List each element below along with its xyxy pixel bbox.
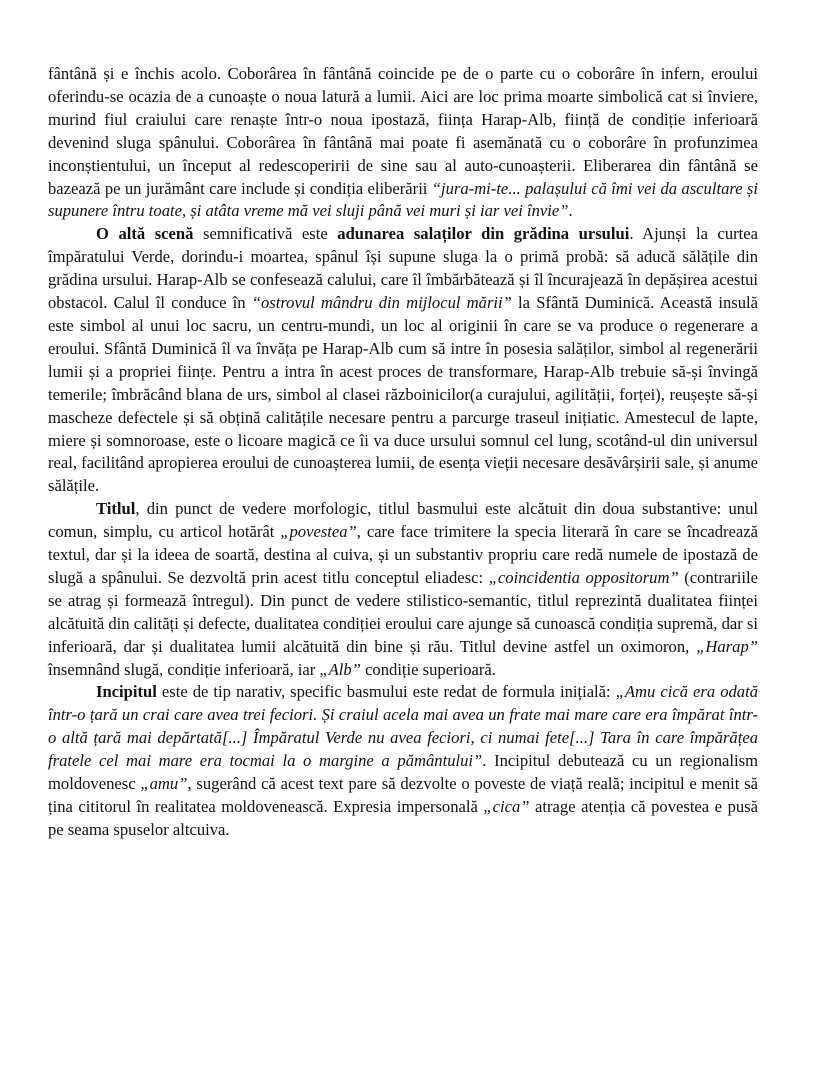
paragraph [48,498,758,681]
italic-quote: „Alb” [319,659,361,679]
text-run: atrage atenția că povestea e pusă pe seama spuselor altcuiva. [48,797,758,839]
text-run: condiție superioară. [360,659,496,679]
paragraph [48,223,758,498]
text-run: însemnând slugă, condiție inferioară, iar [48,659,320,679]
italic-quote: „Harap” [696,636,758,656]
text-run: fântână și e închis acolo. Coborârea în fântână coincide pe de o parte cu o coborâre în infern, eroului oferindu-se ocazia de a cunoaște o noua latură a lumii. Aici are loc prima moarte simbolică cat si înviere, murind fiul craiului care renaște într-o noua ipostază, ființa Harap-Alb, ființă de condiție inferioară devenind sluga spânului. Coborârea în fântână mai poate fi asemănată cu o coborâre în profunzimea inconștientului, un început al redescoperirii de sine sau al auto-cunoașterii. Eliberarea din fântână se bazează pe un jurământ care include și condiția eliberării [48,64,758,198]
text-run: , din punct de vedere morfologic, titlul basmului este alcătuit din doua substantive: unul comun, simplu, cu articol hotărât [48,499,758,542]
italic-quote: “ostrovul mândru din mijlocul mării” [251,293,512,313]
italic-quote: „coincidentia oppositorum” [488,567,679,587]
bold-text: Incipitul [96,682,157,702]
italic-quote: „amu” [140,774,188,794]
bold-text: O altă scenă [96,224,194,244]
text-run: . Incipitul debutează cu un regionalism moldovenesc [48,751,758,794]
text-run: , care face trimitere la specia literară în care se încadrează textul, dar și la ideea de soartă, destina al cuiva, și un substantiv propriu care redă numele de ipostază de slugă a spânului. Se dezvoltă prin acest titlu conceptul eliadesc: [48,522,758,587]
document-body [48,63,758,842]
italic-quote: “jura-mi-te... palașului că îmi vei da ascultare și supunere întru toate, și atâta vreme mă vei sluji până vei muri și iar vei învie” [48,178,758,221]
text-run: la Sfântă Duminică. Această insulă este simbol al unui loc sacru, un centru-mundi, un loc al originii în care se va produce o regenerare a eroului. Sfântă Duminică îl va învăța pe Harap-Alb cum să intre în posesia salăților, simbol al regenerării lumii și a propriei ființe. Pentru a intra în acest proces de transformare, Harap-Alb trebuie să-și învingă temerile; îmbrăcând blana de urs, simbol al clasei războinicilor(a curajului, agilității, forței), reușește să-și mascheze defectele și să obțină calitățile necesare pentru a parcurge traseul inițiatic. Amestecul de lapte, miere și somnoroase, este o licoare magică ce îi va duce ursului somnul cel lung, scotând-ul din universul real, facilitând apropierea eroului de cunoașterea lumii, de esența vieții necesare desăvârșirii sale, și anume sălățile. [48,293,758,496]
text-run: semnificativă este [193,224,338,244]
paragraph [48,681,758,841]
text-run: este de tip narativ, specific basmului este redat de formula inițială: [156,682,616,702]
bold-text: Titlul [96,499,136,519]
italic-quote: „Amu cică era odată într-o țară un crai care avea trei feciori. Și craiul acela mai avea un frate mai mare care era împărat într-o altă țară mai depărtată[...] Împăratul Verde nu avea feciori, ci numai fete[...] Tara în care împărățea fratele cel mai mare era tocmai la o margine a pământului” [48,682,758,771]
italic-quote: „povestea” [280,522,357,542]
italic-quote: „cica” [483,797,530,816]
text-run: (contrariile se atrag și formează întregul). Din punct de vedere stilistico-semantic, titlul reprezintă dualitatea ființei alcătuită din calități și defecte, dualitatea condiției eroului care ajunge să cunoască condiția supremă, dar si inferioară, dar și dualitatea lumii alcătuită din bine și rău. Titlul devine astfel un oximoron, [48,567,758,656]
bold-text: adunarea salaților din grădina ursului [337,224,630,244]
text-run: . Ajunși la curtea împăratului Verde, dorindu-i moartea, spânul își supune sluga la o primă probă: să aducă sălățile din grădina ursului. Harap-Alb se confesează calului, care îl îmbărbătează și îl încurajează în depășirea acestui obstacol. Calul îl conduce în [48,224,759,313]
text-run: , sugerând că acest text pare să dezvolte o poveste de viață reală; incipitul e menit să țina cititorul în realitatea moldovenească. Expresia impersonală [48,774,758,816]
text-run: . [568,201,573,221]
paragraph [48,63,758,223]
